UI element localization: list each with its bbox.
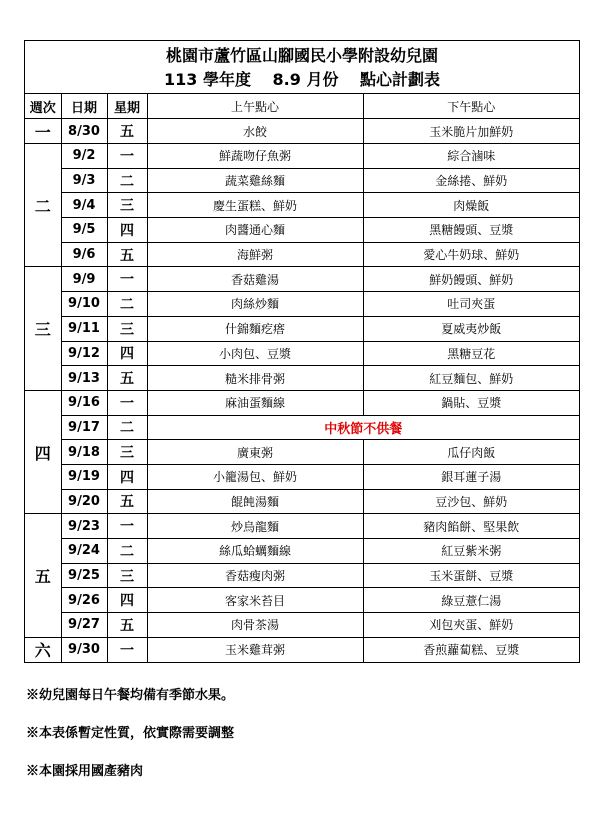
note-fruit: ※幼兒園每日午餐均備有季節水果。 (26, 688, 235, 703)
schedule-subtitle: 113 學年度 8.9 月份 點心計劃表 (163, 70, 441, 89)
am-snack-cell: 炒烏龍麵 (147, 514, 363, 539)
date-cell: 9/6 (61, 242, 107, 267)
date-cell: 9/2 (61, 144, 107, 169)
pm-snack-cell: 愛心牛奶球、鮮奶 (363, 242, 579, 267)
date-cell: 9/19 (61, 464, 107, 489)
notes (26, 686, 586, 800)
pm-snack-cell: 金絲捲、鮮奶 (363, 168, 579, 193)
date-cell: 9/20 (61, 489, 107, 514)
date-cell: 9/18 (61, 440, 107, 465)
header-pm-snack: 下午點心 (363, 94, 579, 119)
holiday-notice: 中秋節不供餐 (147, 415, 579, 440)
weekday-cell: 二 (107, 415, 147, 440)
pm-snack-cell: 紅豆紫米粥 (363, 539, 579, 564)
weekday-cell: 五 (107, 242, 147, 267)
table-row (25, 119, 579, 144)
date-cell: 9/23 (61, 514, 107, 539)
weekday-cell: 四 (107, 588, 147, 613)
pm-snack-cell: 黑糖饅頭、豆漿 (363, 218, 579, 243)
date-cell: 9/26 (61, 588, 107, 613)
am-snack-cell: 香菇雞湯 (147, 267, 363, 292)
pm-snack-cell: 綜合滷味 (363, 144, 579, 169)
weekday-cell: 五 (107, 489, 147, 514)
table-row (25, 390, 579, 415)
table-row (25, 415, 579, 440)
pm-snack-cell: 鍋貼、豆漿 (363, 390, 579, 415)
weekday-cell: 一 (107, 390, 147, 415)
weekday-cell: 三 (107, 440, 147, 465)
am-snack-cell: 肉絲炒麵 (147, 292, 363, 317)
table-row (25, 292, 579, 317)
am-snack-cell: 餛飩湯麵 (147, 489, 363, 514)
weekday-cell: 四 (107, 341, 147, 366)
table-row (25, 193, 579, 218)
table-row (25, 341, 579, 366)
pm-snack-cell: 瓜仔肉飯 (363, 440, 579, 465)
pm-snack-cell: 夏威夷炒飯 (363, 316, 579, 341)
week-label: 一 (25, 119, 61, 144)
weekday-cell: 一 (107, 514, 147, 539)
note-tentative: ※本表係暫定性質，依實際需要調整 (26, 726, 235, 741)
header-week: 週次 (25, 94, 61, 119)
snack-table (25, 94, 579, 662)
weekday-cell: 五 (107, 119, 147, 144)
header-am-snack: 上午點心 (147, 94, 363, 119)
weekday-cell: 三 (107, 316, 147, 341)
weekday-cell: 一 (107, 637, 147, 662)
table-row (25, 539, 579, 564)
table-row (25, 514, 579, 539)
weekday-cell: 二 (107, 292, 147, 317)
date-cell: 9/25 (61, 563, 107, 588)
pm-snack-cell: 肉燥飯 (363, 193, 579, 218)
am-snack-cell: 麻油蛋麵線 (147, 390, 363, 415)
date-cell: 9/13 (61, 366, 107, 391)
weekday-cell: 四 (107, 218, 147, 243)
note-pork: ※本園採用國產豬肉 (26, 764, 144, 779)
pm-snack-cell: 玉米蛋餅、豆漿 (363, 563, 579, 588)
header-date: 日期 (61, 94, 107, 119)
table-row (25, 613, 579, 638)
date-cell: 9/5 (61, 218, 107, 243)
table-row (25, 168, 579, 193)
date-cell: 8/30 (61, 119, 107, 144)
school-name: 桃園市蘆竹區山腳國民小學附設幼兒園 (165, 46, 438, 65)
pm-snack-cell: 紅豆麵包、鮮奶 (363, 366, 579, 391)
am-snack-cell: 玉米雞茸粥 (147, 637, 363, 662)
date-cell: 9/17 (61, 415, 107, 440)
am-snack-cell: 小籠湯包、鮮奶 (147, 464, 363, 489)
date-cell: 9/3 (61, 168, 107, 193)
date-cell: 9/12 (61, 341, 107, 366)
table-row (25, 489, 579, 514)
pm-snack-cell: 豬肉餡餅、堅果飲 (363, 514, 579, 539)
table-row (25, 267, 579, 292)
am-snack-cell: 慶生蛋糕、鮮奶 (147, 193, 363, 218)
table-row (25, 637, 579, 662)
schedule-title (25, 41, 579, 94)
am-snack-cell: 絲瓜蛤蠣麵線 (147, 539, 363, 564)
pm-snack-cell: 豆沙包、鮮奶 (363, 489, 579, 514)
am-snack-cell: 糙米排骨粥 (147, 366, 363, 391)
table-row (25, 563, 579, 588)
date-cell: 9/4 (61, 193, 107, 218)
am-snack-cell: 廣東粥 (147, 440, 363, 465)
week-label: 二 (25, 144, 61, 267)
am-snack-cell: 香菇瘦肉粥 (147, 563, 363, 588)
date-cell: 9/30 (61, 637, 107, 662)
table-row (25, 440, 579, 465)
am-snack-cell: 小肉包、豆漿 (147, 341, 363, 366)
header-row (25, 94, 579, 119)
am-snack-cell: 肉骨茶湯 (147, 613, 363, 638)
pm-snack-cell: 綠豆薏仁湯 (363, 588, 579, 613)
date-cell: 9/11 (61, 316, 107, 341)
am-snack-cell: 什錦麵疙瘩 (147, 316, 363, 341)
table-body (25, 119, 579, 662)
am-snack-cell: 蔬菜雞絲麵 (147, 168, 363, 193)
weekday-cell: 五 (107, 613, 147, 638)
week-label: 三 (25, 267, 61, 390)
weekday-cell: 二 (107, 168, 147, 193)
date-cell: 9/9 (61, 267, 107, 292)
snack-schedule-sheet (24, 40, 580, 663)
table-row (25, 144, 579, 169)
table-row (25, 242, 579, 267)
weekday-cell: 三 (107, 563, 147, 588)
week-label: 五 (25, 514, 61, 637)
am-snack-cell: 水餃 (147, 119, 363, 144)
pm-snack-cell: 黑糖豆花 (363, 341, 579, 366)
table-row (25, 366, 579, 391)
table-row (25, 316, 579, 341)
weekday-cell: 二 (107, 539, 147, 564)
date-cell: 9/10 (61, 292, 107, 317)
date-cell: 9/27 (61, 613, 107, 638)
weekday-cell: 四 (107, 464, 147, 489)
table-row (25, 464, 579, 489)
table-row (25, 218, 579, 243)
weekday-cell: 一 (107, 144, 147, 169)
pm-snack-cell: 玉米脆片加鮮奶 (363, 119, 579, 144)
date-cell: 9/16 (61, 390, 107, 415)
pm-snack-cell: 鮮奶饅頭、鮮奶 (363, 267, 579, 292)
date-cell: 9/24 (61, 539, 107, 564)
pm-snack-cell: 銀耳蓮子湯 (363, 464, 579, 489)
week-label: 四 (25, 390, 61, 513)
week-label: 六 (25, 637, 61, 662)
weekday-cell: 一 (107, 267, 147, 292)
weekday-cell: 五 (107, 366, 147, 391)
pm-snack-cell: 香煎蘿蔔糕、豆漿 (363, 637, 579, 662)
am-snack-cell: 海鮮粥 (147, 242, 363, 267)
header-day: 星期 (107, 94, 147, 119)
pm-snack-cell: 刈包夾蛋、鮮奶 (363, 613, 579, 638)
am-snack-cell: 鮮蔬吻仔魚粥 (147, 144, 363, 169)
table-row (25, 588, 579, 613)
pm-snack-cell: 吐司夾蛋 (363, 292, 579, 317)
am-snack-cell: 肉醬通心麵 (147, 218, 363, 243)
am-snack-cell: 客家米苔目 (147, 588, 363, 613)
weekday-cell: 三 (107, 193, 147, 218)
